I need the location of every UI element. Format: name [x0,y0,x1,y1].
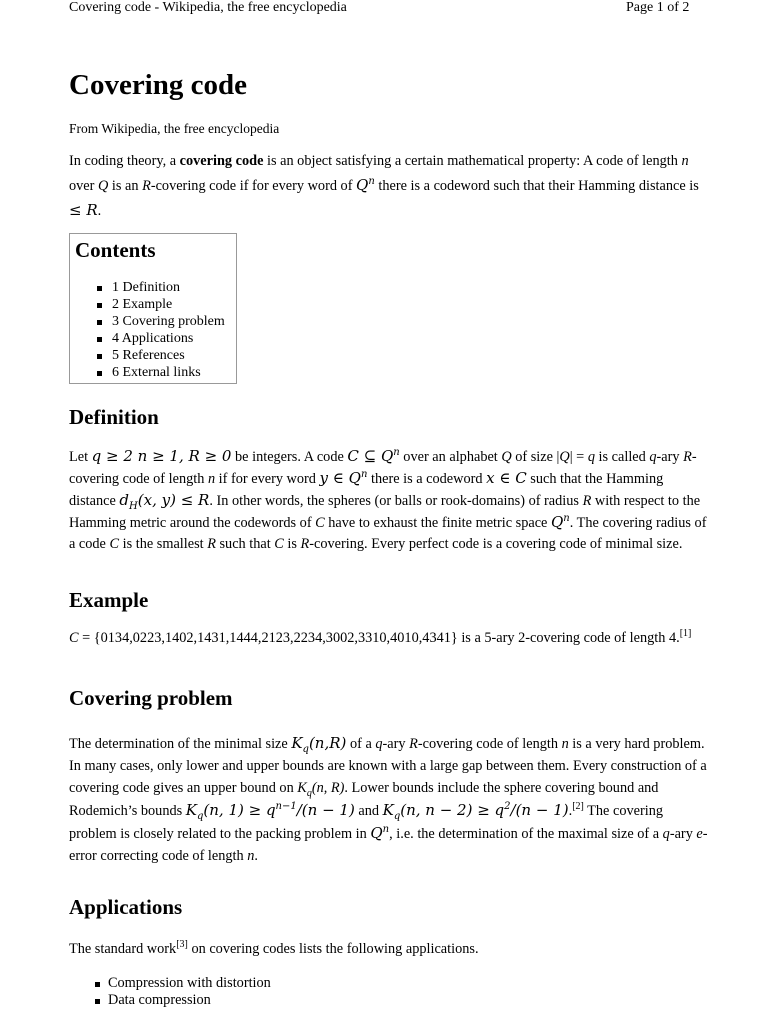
print-header [0,0,768,24]
page-number: Page 1 of 2 [626,0,690,15]
toc-title: Contents [75,238,156,262]
toc-item-covering-problem[interactable]: 3 Covering problem [97,313,225,330]
definition-paragraph: Let q ≥ 2 n ≥ 1, R ≥ 0 be integers. A code C ⊆ $Q^n$ over an alphabet Q of size |Q| = q is called q-ary R-covering code of length n if for every word y ∈ $Q^n$ there is a codeword x ∈ C such that the Hamming distance $d_H(x$, y) ≤ R. In other words, the spheres (or balls or rook-domains) of radius R with respect to the Hamming metric around the codewords of C have to exhaust the finite metric space $Q^n$. The covering radius of a code C is the smallest R such that C is R-covering. Every perfect code is a covering code of minimal size. [69,447,707,552]
list-item: Data compression [95,992,271,1009]
section-heading-definition: Definition [69,405,159,429]
intro-paragraph: In coding theory, a covering code is an object satisfying a certain mathematical property: A code of length n over Q is an R-covering code if for every word of $Q^n$ there is a codeword such that their Hamming distance is ≤ R. [69,153,699,219]
table-of-contents [69,233,237,384]
toc-item-applications[interactable]: 4 Applications [97,330,225,347]
term-covering-code: covering code [179,153,264,169]
section-heading-covering-problem: Covering problem [69,686,233,710]
toc-list [97,279,225,381]
page-title: Covering code [69,69,247,101]
applications-paragraph: The standard work[3] on covering codes lists the following applications. [69,939,479,957]
toc-item-references[interactable]: 5 References [97,347,225,364]
article-source-note: From Wikipedia, the free encyclopedia [69,121,280,136]
toc-item-definition[interactable]: 1 Definition [97,279,225,296]
math-le-R: ≤ R [69,201,98,219]
reference-link-1[interactable]: [1] [679,628,692,640]
math-Qn: $Q^n$ [356,176,375,194]
section-heading-example: Example [69,588,149,612]
list-item: Compression with distortion [95,975,271,992]
covering-problem-paragraph: The determination of the minimal size $K_q(n,R)$ of a q-ary R-covering code of length n is a very hard problem. In many cases, only lower and upper bounds are known with a large gap between them. Every construction of a covering code gives an upper bound on $K_q(n$, R). Lower bounds include the sphere covering bound and Rodemich’s bounds $K_q(n$, $1) \ge q^{n-1}/(n - 1)$ and $K_q(n$, $n - 2) \ge q^2/(n - 1).[2]$ The covering problem is closely related to the packing problem in $Q^n$, i.e. the determination of the maximal size of a q-ary e-error correcting code of length n. [69,734,708,864]
reference-link-2[interactable]: [2] [572,801,584,813]
reference-link-3[interactable]: [3] [176,939,188,951]
example-paragraph: C = {0134,0223,1402,1431,1444,2123,2234,3002,3310,4010,4341} is a 5-ary 2-covering code of length 4.[1] [69,628,692,646]
section-heading-applications: Applications [69,895,183,919]
toc-item-example[interactable]: 2 Example [97,296,225,313]
print-header-title: Covering code - Wikipedia, the free encyclopedia [69,0,347,15]
applications-list [95,975,271,1009]
toc-item-external-links[interactable]: 6 External links [97,364,225,381]
